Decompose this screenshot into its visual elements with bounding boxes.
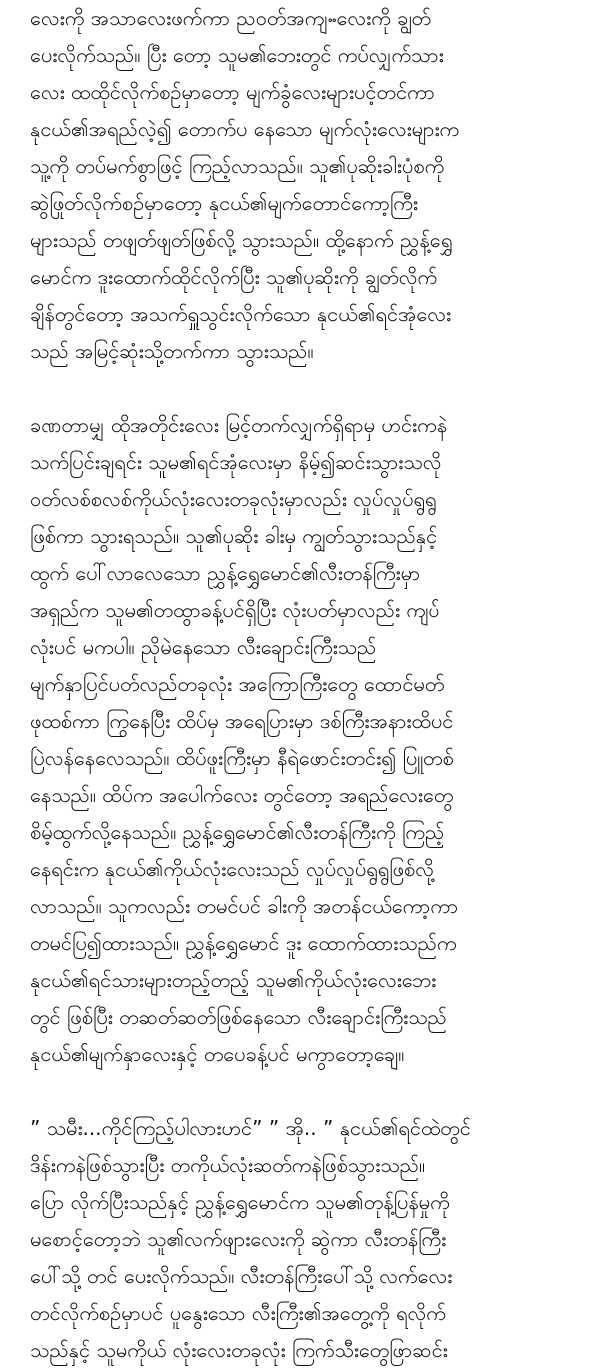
text-line: နေရင်းက နုငယ်၏ကိုယ်လုံးလေးသည် လှုပ်လှုပ်ရွရွဖြစ်လို့: [30, 857, 435, 881]
text-line: ဝတ်လစ်စလစ်ကိုယ်လုံးလေးတခုလုံးမှာလည်း လှုပ်လှုပ်ရွရွ: [30, 487, 437, 511]
text-line: ဒိန်းကနဲဖြစ်သွားပြီး တကိုယ်လုံးဆတ်ကနဲဖြစ်သွားသည်။: [30, 1153, 426, 1177]
text-line: ပေါ်သို့ တင် ပေးလိုက်သည်။ လီးတန်ကြီးပေါ်သို့ လက်လေး: [30, 1264, 453, 1288]
paragraph-2: [30, 407, 591, 1073]
text-line: နုငယ်၏ရင်သားများတည့်တည့် သူမ၏ကိုယ်လုံးလေးဘေး: [30, 968, 437, 992]
text-line: တွင် ဖြစ်ပြီး တဆတ်ဆတ်ဖြစ်နေသော လီးချောင်းကြီးသည်: [30, 1005, 447, 1029]
paragraph-gap: [30, 1073, 591, 1110]
text-line: ဖြစ်ကာ သွားရသည်။ သူ၏ပုဆိုး ခါးမှ ကျွတ်သွားသည်နှင့်: [30, 524, 438, 548]
text-line: သူ့ကို တပ်မက်စွာဖြင့် ကြည့်လာသည်။ သူ၏ပုဆိုးခါးပုံစကို: [30, 154, 445, 178]
text-line: နုငယ်၏အရည်လဲ့၍ တောက်ပ နေသော မျက်လုံးလေးများက: [30, 117, 460, 141]
text-line: လေးကို အသာလေးဖက်ကာ ညဝတ်အကျႌလေးကို ချွတ်: [30, 6, 432, 30]
text-line: နေသည်။ ထိပ်က အပေါက်လေး တွင်တော့ အရည်လေးတွေ: [30, 783, 454, 807]
text-line: ” သမီး...ကိုင်ကြည့်ပါလားဟင်” ” အို.. ” နုငယ်၏ရင်ထဲတွင်: [30, 1116, 471, 1140]
text-line: နုငယ်၏မျက်နှာလေးနှင့် တပေခန့်ပင် မကွာတော့ချေ။: [30, 1042, 405, 1066]
text-line: ပေးလိုက်သည်။ ပြီး တော့ သူမ၏ဘေးတွင် ကပ်လျှက်သား: [30, 43, 444, 67]
text-line: တင်လိုက်စဉ်မှာပင် ပူနွေးသော လီးကြီး၏အတွေ့ကို ရလိုက်: [30, 1301, 446, 1325]
text-line: ခဏတာမျှ ထိုအတိုင်းလေး မြင့်တက်လျှက်ရှိရာမှ ဟင်းကနဲ: [30, 413, 448, 437]
text-line: ချိန်တွင်တော့ အသက်ရှူသွင်းလိုက်သော နုငယ်၏ရင်အုံလေး: [30, 302, 452, 326]
text-line: ပြော လိုက်ပြီးသည်နှင့် ညွှန့်ရွှေမောင်က သူမ၏တုန့်ပြန်မှုကို: [30, 1190, 450, 1214]
text-line: ထွက် ပေါ်လာလေသော ညွှန့်ရွှေမောင်၏လီးတန်ကြီးမှာ: [30, 561, 421, 585]
paragraph-gap: [30, 370, 591, 407]
text-line: များသည် တဖျတ်ဖျတ်ဖြစ်လို့ သွားသည်။ ထို့နောက် ညွှန့်ရွှေ: [30, 228, 453, 252]
paragraph-3: [30, 1110, 591, 1369]
text-line: သက်ပြင်းချရင်း သူမ၏ရင်အုံလေးမှာ နိမ့်၍ဆင်းသွားသလို: [30, 450, 442, 474]
text-line: လုံးပင် မကပါ။ ညိုမဲနေသော လီးချောင်းကြီးသည်: [30, 635, 377, 659]
paragraph-1: [30, 0, 591, 370]
text-line: မျက်နှာပြင်ပတ်လည်တခုလုံး အကြောကြီးတွေ ထောင်မတ်: [30, 672, 445, 696]
text-line: လာသည်။ သူကလည်း တမင်ပင် ခါးကို အတန်ငယ်ကော့ကာ: [30, 894, 459, 918]
text-line: ပြဲလန်နေလေသည်။ ထိပ်ဖူးကြီးမှာ နီရဲဖောင်းတင်း၍ ပြူတစ်: [30, 746, 454, 770]
text-line: သည်နှင့် သူမကိုယ် လုံးလေးတခုလုံး ကြက်သီးတွေဖြာဆင်း: [30, 1338, 448, 1362]
text-line: မစောင့်တော့ဘဲ သူ၏လက်ဖျားလေးကို ဆွဲကာ လီးတန်ကြီး: [30, 1227, 447, 1251]
text-line: ဖုထစ်ကာ ကြွနေပြီး ထိပ်မှ အရေပြားမှာ ဒစ်ကြီးအနားထိပင်: [30, 709, 454, 733]
text-line: တမင်ပြ၍ထားသည်။ ညွှန့်ရွှေမောင် ဒူး ထောက်ထားသည်က: [30, 931, 457, 955]
text-line: သည် အမြင့်ဆုံးသို့တက်ကာ သွားသည်။: [30, 339, 314, 363]
text-line: လေး ထထိုင်လိုက်စဉ်မှာတော့ မျက်ခွံလေးများပင့်တင်ကာ: [30, 80, 435, 104]
text-line: ဆွဲဖြုတ်လိုက်စဉ်မှာတော့ နုငယ်၏မျက်တောင်ကော့ကြီး: [30, 191, 418, 215]
text-line: စိမ့်ထွက်လို့နေသည်။ ညွှန့်ရွှေမောင်၏လီးတန်ကြီးကို ကြည့်: [30, 820, 445, 844]
text-line: မောင်က ဒူးထောက်ထိုင်လိုက်ပြီး သူ၏ပုဆိုးကို ချွတ်လိုက်: [30, 265, 438, 289]
text-line: အရှည်က သူမ၏တထွာခန့်ပင်ရှိပြီး လုံးပတ်မှာလည်း ကျပ်: [30, 598, 440, 622]
